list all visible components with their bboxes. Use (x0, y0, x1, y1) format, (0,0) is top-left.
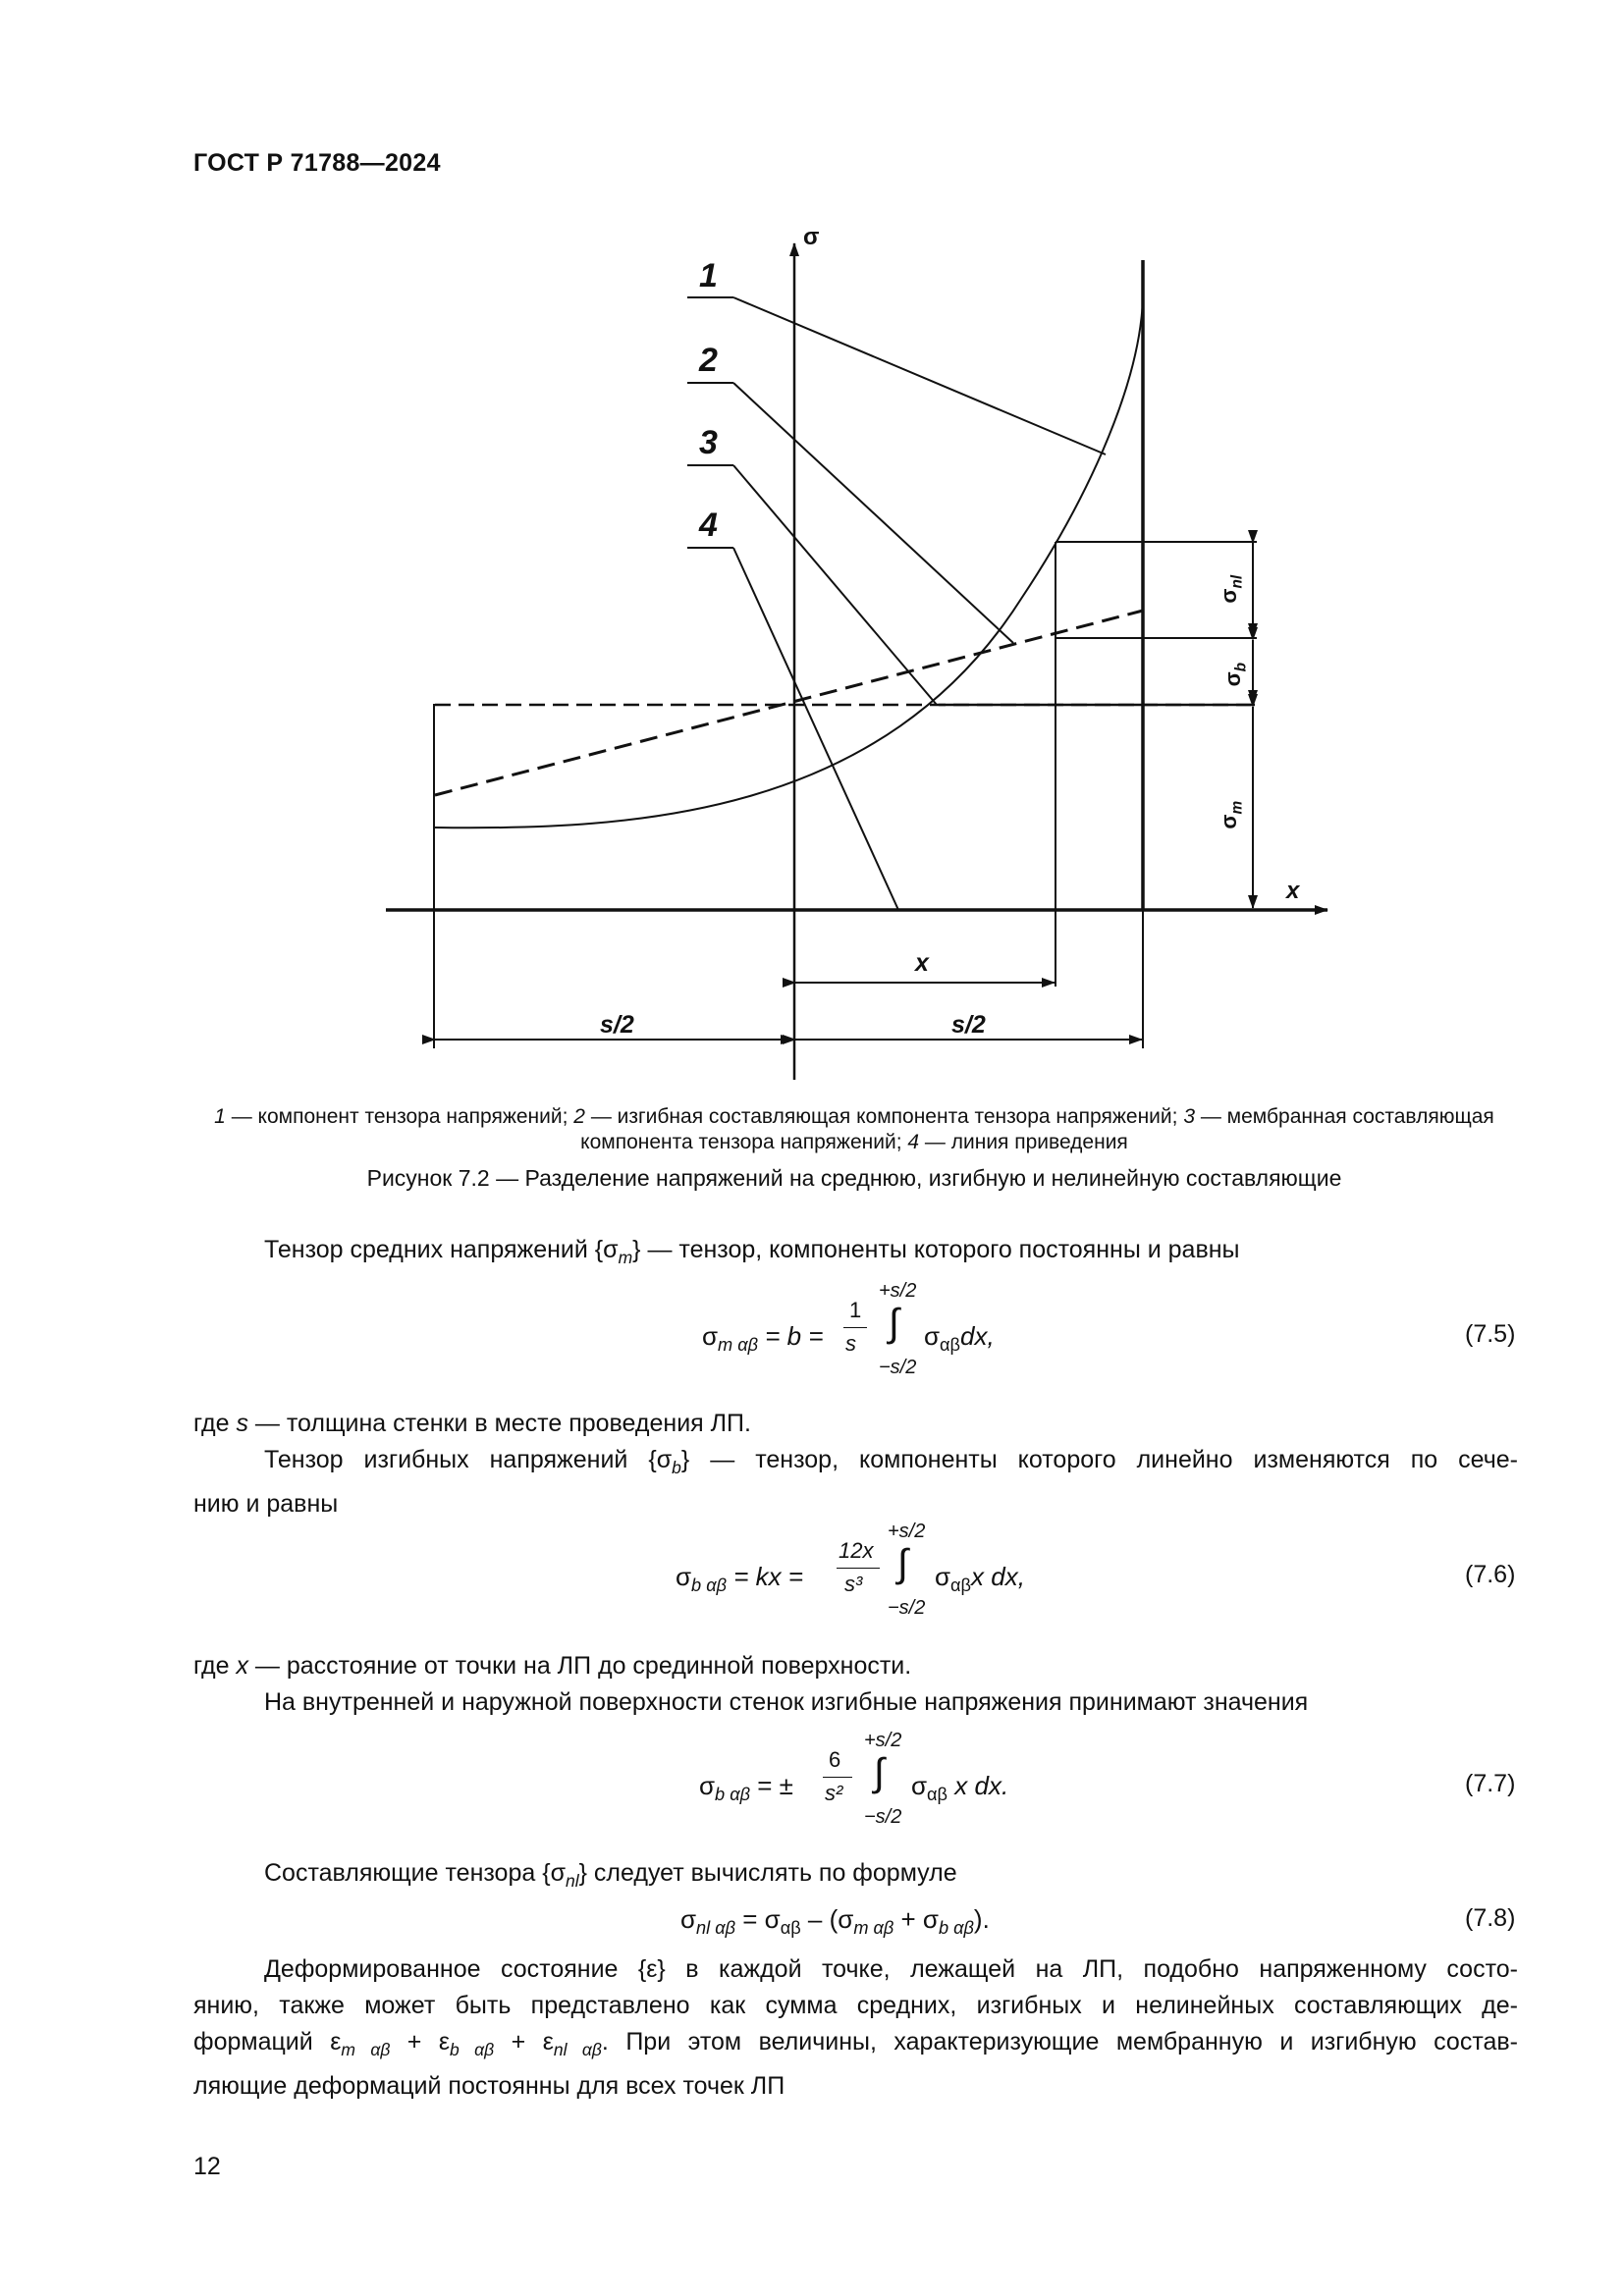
paragraph-mean-stress: Тензор средних напряжений $\{\sigma_m\}$ — тензор, компоненты которого постоянны и равны (264, 1236, 1240, 1267)
paragraph-deformation: Деформированное состояние {ε} в каждой точке, лежащей на ЛП, подобно напряженному состо- янию, также может быть представлено как сумма средних, изгибных и нелинейных составляющих де- формаций $\varepsilon_{m \alpha\beta} + \varepsilon_{b \alpha\beta} + \varepsilon_{nl \alpha\beta}$. При этом величины, характеризующие мембранную и изгибную состав- ляющие деформаций постоянны для всех точек ЛП (193, 1955, 1519, 2100)
dimension-s2-left: s/2 (600, 1011, 634, 1039)
x-axis-label: x (1286, 878, 1300, 904)
figure-legend: 1 — компонент тензора напряжений; 2 — изгибная составляющая компонента тензора напряжений; 3 — мембранная составляющая компонента тензора напряжений; 4 — линия приведения (214, 1105, 1494, 1153)
equation-number-7-5: (7.5) (1465, 1320, 1516, 1348)
label-3: 3 (699, 424, 718, 461)
dimension-x-label: x (915, 949, 929, 977)
paragraph-bending-stress: Тензор изгибных напряжений $\{\sigma_b\}$ — тензор, компоненты которого линейно изменяются по сече- нию и равны (193, 1446, 1518, 1518)
sigma-nl-label: $\sigma_{nl}$ (1217, 574, 1246, 604)
equation-number-7-6: (7.6) (1465, 1561, 1516, 1588)
page-number: 12 (193, 2153, 221, 2180)
paragraph-distance: где x — расстояние от точки на ЛП до срединной поверхности. (193, 1652, 912, 1680)
paragraph-nonlinear: Составляющие тензора $\{\sigma_{nl}\}$ следует вычислять по формуле (264, 1859, 957, 1891)
stress-curve (435, 299, 1143, 828)
sigma-m-label: $\sigma_m$ (1217, 800, 1246, 829)
document-header: ГОСТ Р 71788—2024 (193, 149, 441, 177)
sigma-axis-label: σ (803, 224, 820, 250)
paragraph-surface-values: На внутренней и наружной поверхности стенок изгибные напряжения принимают значения (264, 1688, 1309, 1716)
dimension-s2-right: s/2 (951, 1011, 986, 1039)
equation-number-7-7: (7.7) (1465, 1770, 1516, 1797)
stress-diagram (0, 0, 1624, 1090)
figure-title: Рисунок 7.2 — Разделение напряжений на среднюю, изгибную и нелинейную составляющие (366, 1165, 1342, 1191)
label-4: 4 (699, 507, 718, 544)
label-1: 1 (699, 257, 718, 294)
sigma-b-label: $\sigma_b$ (1220, 662, 1250, 687)
equation-7-8: $\sigma_{nl \alpha\beta} = \sigma_{\alpha\beta} - (\sigma_{m \alpha\beta} + \sigma_{b \alpha\beta})$. (680, 1904, 990, 1939)
paragraph-thickness: где s — толщина стенки в месте проведения ЛП. (193, 1410, 751, 1437)
label-2: 2 (699, 342, 718, 379)
equation-number-7-8: (7.8) (1465, 1904, 1516, 1932)
bending-line (435, 611, 1143, 795)
